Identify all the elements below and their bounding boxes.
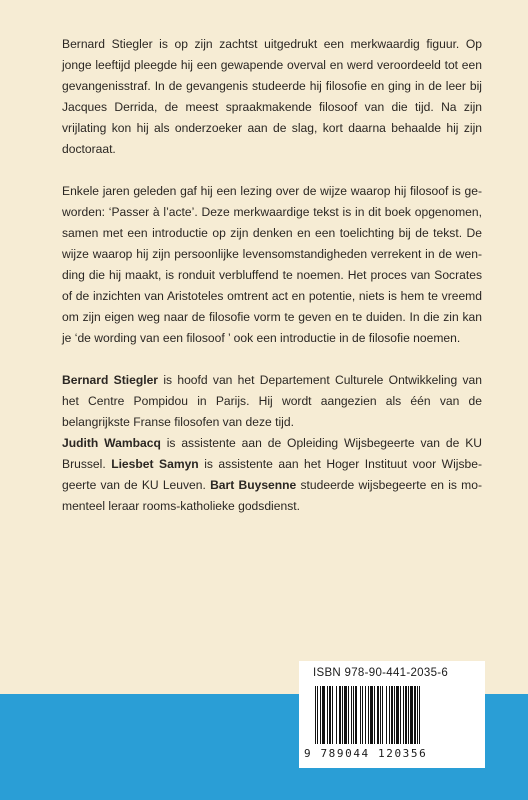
bio-contributors [62,433,482,517]
barcode-bars [315,686,473,744]
contributor-name-samyn: Liesbet Samyn [111,457,199,471]
bio-text: is hoofd van het Departement Culturele Ontwikkeling van het Centre Pompidou in Parijs. Hij wordt aangezien als één van de belangrijkste Franse filosofen van deze tijd. [62,373,483,429]
bio-text-samyn: is assistente aan het Hoger Instituut voor Wijsbegeerte van de KU Leuven. [62,457,482,492]
contributor-name-buysenne: Bart Buysenne [210,478,297,492]
bio-text-wambacq: is assistente aan de Opleiding Wijsbegeerte van de KU Brussel. [62,436,482,471]
bio-stiegler [62,370,482,433]
bio-text-buysenne: studeerde wijsbegeerte en is momenteel leraar rooms-katholieke godsdienst. [62,478,482,513]
isbn-barcode [299,661,485,768]
lecture-paragraph: Enkele jaren geleden gaf hij een lezing over de wijze waarop hij filosoof is geworden: ‘Passer à l’acte’. Deze merkwaardige tekst is in dit boek opgenomen, samen met een introductie op zijn denken en een toelichting bij de tekst. De wijze waarop hij zijn persoonlijke levensomstandigheden verrekent in de wending die hij maakt, is ronduit verbluffend te noemen. Het proces van Socrates of de inzichten van Aristoteles omtrent act en potentie, niets is hem te vreemd om zijn eigen weg naar de filosofie vorm te geven en te duiden. In die zin kan je ‘de wording van een filosoof ’ ook een introductie in de filosofie noemen. [62,184,482,345]
barcode-digits: 9 789044 120356 [304,747,428,760]
author-name: Bernard Stiegler [62,373,159,387]
blurb-text [62,34,482,517]
barcode-bar [419,686,420,744]
isbn-label: ISBN 978-90-441-2035-6 [313,667,449,679]
contributor-name-wambacq: Judith Wambacq [62,436,161,450]
intro-paragraph: Bernard Stiegler is op zijn zachtst uitgedrukt een merkwaardig figuur. Op jonge leeftijd pleegde hij een gewapende overval en werd veroordeeld tot een gevangenisstraf. In de gevangenis studeerde hij filosofie en ging in de leer bij Jacques Derrida, de meest spraakmakende filosoof van die tijd. Na zijn vrijlating kon hij als onderzoeker aan de slag, kort daarna behaalde hij zijn doctoraat. [62,37,482,156]
